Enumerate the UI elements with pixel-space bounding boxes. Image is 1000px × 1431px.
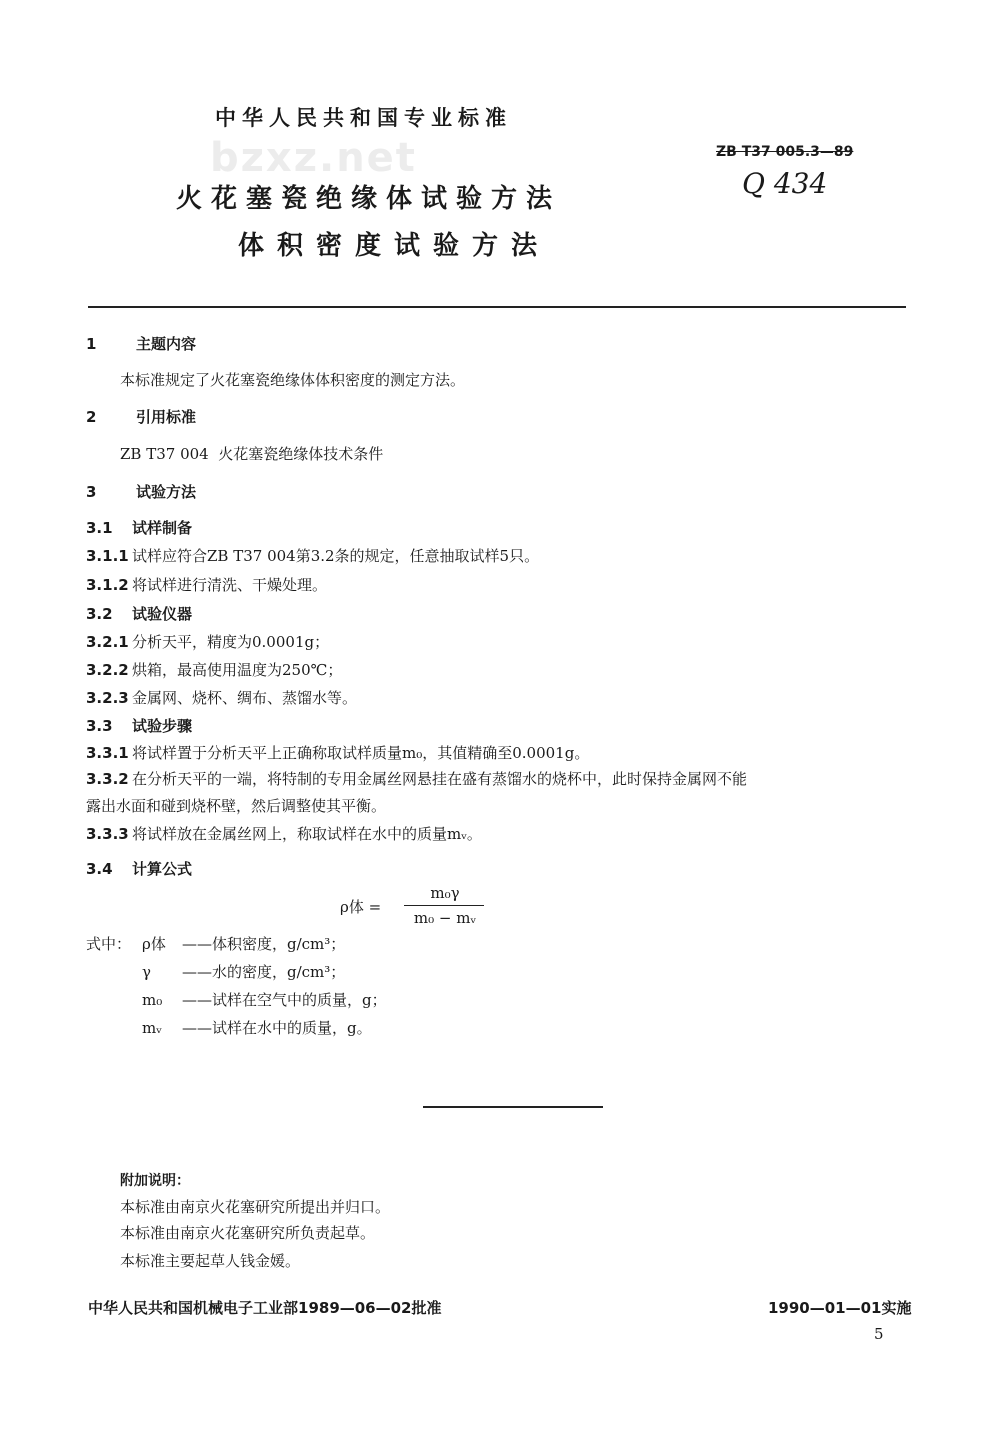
- section-3-3-2-cont: 露出水面和碰到烧杯壁，然后调整使其平衡。: [86, 797, 387, 815]
- effective-date: 1990—01—01实施: [768, 1299, 912, 1317]
- formula-numerator: m₀γ: [430, 884, 460, 902]
- notes-line: 本标准主要起草人钱金媛。: [120, 1252, 301, 1270]
- section-1-heading: 1 主题内容: [86, 335, 197, 353]
- org-title: 中华人民共和国专业标准: [215, 106, 512, 130]
- page-number: 5: [874, 1325, 884, 1343]
- where-prefix: 式中：: [86, 935, 132, 953]
- section-3-3-heading: 3.3 试验步骤: [86, 717, 193, 735]
- header-divider: [88, 306, 906, 308]
- where-item: mᵥ ——试样在水中的质量，g。: [142, 1019, 372, 1037]
- section-3-3-3: 3.3.3 将试样放在金属丝网上，称取试样在水中的质量mᵥ。: [86, 825, 482, 843]
- section-3-2-1: 3.2.1 分析天平，精度为0.0001g；: [86, 633, 330, 651]
- formula-denominator: m₀ − mᵥ: [413, 909, 477, 927]
- approval-note: 中华人民共和国机械电子工业部1989—06—02批准: [88, 1299, 442, 1317]
- section-3-1-2: 3.1.2 将试样进行清洗、干燥处理。: [86, 576, 328, 594]
- section-1-text: 本标准规定了火花塞瓷绝缘体体积密度的测定方法。: [120, 371, 466, 389]
- watermark: bzxz.net: [210, 135, 417, 181]
- notes-line: 本标准由南京火花塞研究所负责起草。: [120, 1224, 376, 1242]
- where-item: γ ——水的密度，g/cm³；: [142, 963, 346, 981]
- formula-lhs: ρ体 =: [340, 898, 382, 916]
- document-title: 火花塞瓷绝缘体试验方法: [176, 184, 562, 214]
- section-3-2-3: 3.2.3 金属网、烧杯、绸布、蒸馏水等。: [86, 689, 358, 707]
- document-subtitle: 体积密度试验方法: [238, 231, 551, 261]
- where-item: ρ体 ——体积密度，g/cm³；: [142, 935, 346, 953]
- section-3-heading: 3 试验方法: [86, 483, 197, 501]
- handwritten-note: Q 434: [742, 167, 828, 200]
- section-3-4-heading: 3.4 计算公式: [86, 860, 193, 878]
- notes-title: 附加说明：: [120, 1173, 190, 1189]
- section-2-heading: 2 引用标准: [86, 408, 197, 426]
- fraction-bar: [404, 905, 484, 906]
- section-3-2-2: 3.2.2 烘箱，最高使用温度为250℃；: [86, 661, 343, 679]
- section-3-1-heading: 3.1 试样制备: [86, 519, 193, 537]
- section-2-text: ZB T37 004 火花塞瓷绝缘体技术条件: [120, 445, 384, 463]
- notes-line: 本标准由南京火花塞研究所提出并归口。: [120, 1198, 391, 1216]
- section-3-2-heading: 3.2 试验仪器: [86, 605, 193, 623]
- section-3-3-1: 3.3.1 将试样置于分析天平上正确称取试样质量m₀，其值精确至0.0001g。: [86, 744, 590, 762]
- where-item: m₀ ——试样在空气中的质量，g；: [142, 991, 387, 1009]
- section-3-1-1: 3.1.1 试样应符合ZB T37 004第3.2条的规定，任意抽取试样5只。: [86, 547, 540, 565]
- standard-code: ZB T37 005.3—89: [716, 144, 854, 160]
- end-divider: [423, 1106, 603, 1108]
- section-3-3-2: 3.3.2 在分析天平的一端，将特制的专用金属丝网悬挂在盛有蒸馏水的烧杯中，此时保持金属网不能: [86, 770, 748, 788]
